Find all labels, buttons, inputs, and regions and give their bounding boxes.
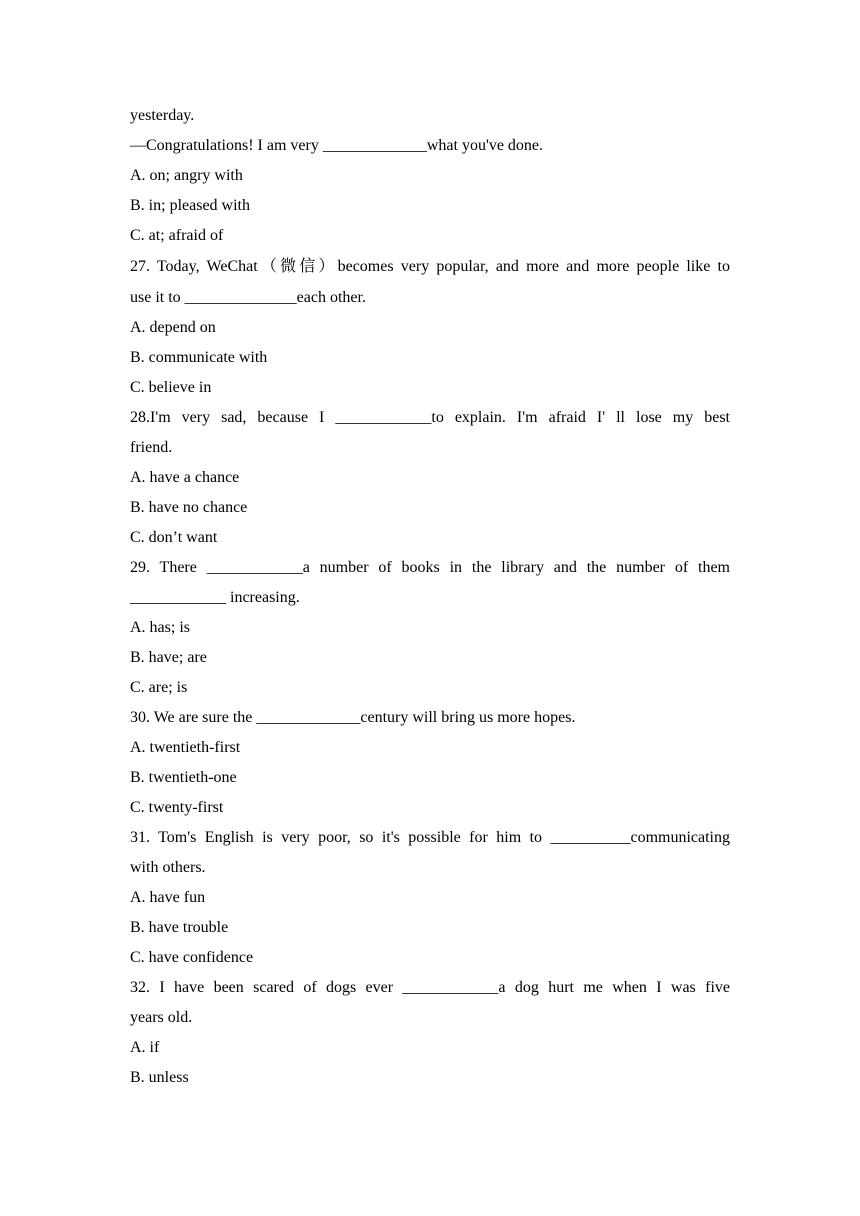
question-31-option-a: A. have fun xyxy=(130,889,206,906)
question-27-line-1: 27. Today, WeChat（微信）becomes very popular, and more and more people like to xyxy=(130,258,730,275)
question-31-line-2: with others. xyxy=(130,859,206,876)
question-30-option-a: A. twentieth-first xyxy=(130,739,241,756)
question-30-line-1: 30. We are sure the _____________century will bring us more hopes. xyxy=(130,709,576,726)
question-27-option-b: B. communicate with xyxy=(130,349,268,366)
question-27-option-c: C. believe in xyxy=(130,379,212,396)
question-27-option-a: A. depend on xyxy=(130,319,216,336)
question-29-line-2: ____________ increasing. xyxy=(130,589,300,606)
option-c: C. at; afraid of xyxy=(130,227,224,244)
question-32-line-1: 32. I have been scared of dogs ever ____________a dog hurt me when I was five xyxy=(130,979,730,996)
question-28-line-2: friend. xyxy=(130,439,173,456)
question-28-option-a: A. have a chance xyxy=(130,469,240,486)
question-31-option-c: C. have confidence xyxy=(130,949,254,966)
question-31-option-b: B. have trouble xyxy=(130,919,229,936)
question-32-option-a: A. if xyxy=(130,1039,160,1056)
question-30-option-c: C. twenty-first xyxy=(130,799,224,816)
option-a: A. on; angry with xyxy=(130,167,243,184)
question-31-line-1: 31. Tom's English is very poor, so it's possible for him to __________communicating xyxy=(130,829,730,846)
question-29-option-b: B. have; are xyxy=(130,649,207,666)
question-28-option-c: C. don’t want xyxy=(130,529,218,546)
question-32-option-b: B. unless xyxy=(130,1069,189,1086)
question-28-line-1: 28.I'm very sad, because I ____________to explain. I'm afraid I' ll lose my best xyxy=(130,409,730,426)
document-page xyxy=(130,101,730,1093)
question-29-option-a: A. has; is xyxy=(130,619,190,636)
question-32-line-2: years old. xyxy=(130,1009,193,1026)
question-29-line-1: 29. There ____________a number of books in the library and the number of them xyxy=(130,559,730,576)
question-30-option-b: B. twentieth-one xyxy=(130,769,237,786)
question-29-option-c: C. are; is xyxy=(130,679,188,696)
question-28-option-b: B. have no chance xyxy=(130,499,248,516)
answer-line: —Congratulations! I am very _____________what you've done. xyxy=(130,137,544,154)
text-line: yesterday. xyxy=(130,107,195,124)
question-27-line-2: use it to ______________each other. xyxy=(130,289,366,306)
option-b: B. in; pleased with xyxy=(130,197,250,214)
